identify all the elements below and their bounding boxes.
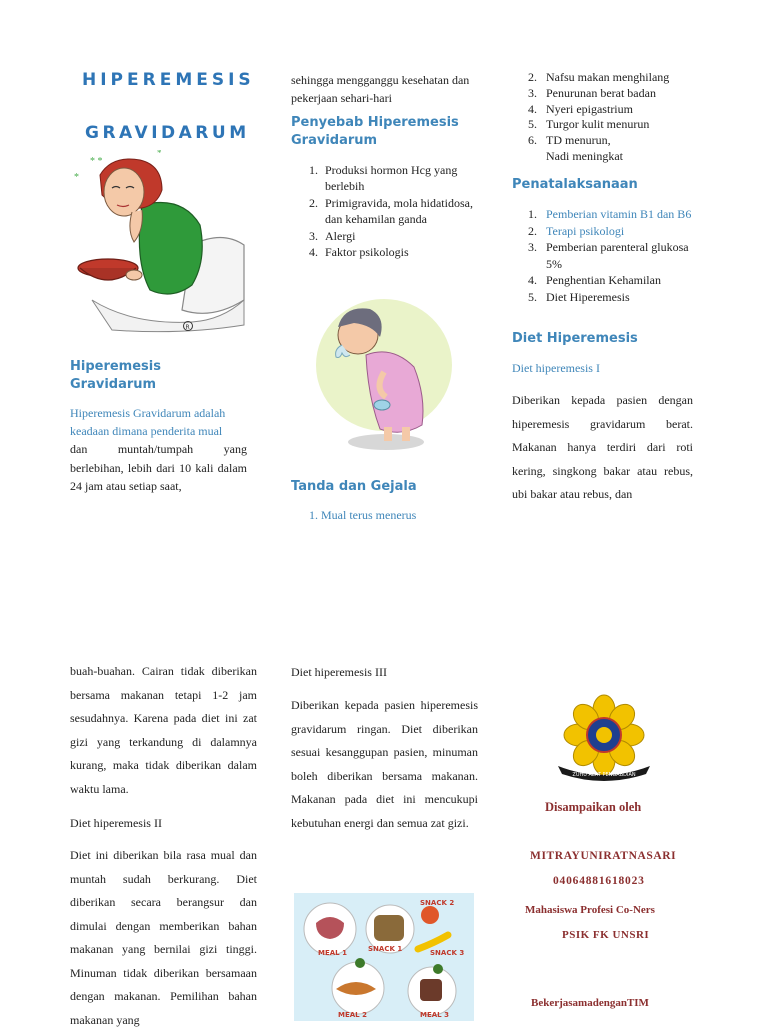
tanda-list-continued: [528, 70, 698, 165]
list-item: [528, 223, 696, 240]
list-item: [309, 244, 479, 260]
list-item: [528, 133, 636, 165]
svg-text:*: *: [157, 150, 162, 158]
list-text: Diet Hiperemesis: [546, 289, 630, 304]
list-text: Produksi hormon Hcg yang berlebih: [325, 163, 458, 193]
list-number: 3.: [528, 85, 537, 100]
title-line-2: GRAVIDARUM: [85, 123, 250, 143]
meal-label: SNACK 3: [430, 949, 465, 957]
list-text: Turgor kulit menurun: [546, 117, 650, 132]
intro-paragraph: [70, 404, 247, 496]
list-number: 6.: [528, 133, 537, 148]
list-number: 5.: [528, 117, 537, 132]
list-number: 1.: [309, 163, 318, 177]
list-item: [309, 162, 479, 194]
penyebab-list: [309, 162, 479, 260]
penatalaksanaan-list: [528, 206, 696, 305]
school-label: PSIK FK UNSRI: [562, 929, 650, 941]
list-item: [309, 195, 479, 227]
meal-label: MEAL 3: [420, 1011, 449, 1019]
list-text: Terapi psikologi: [546, 223, 625, 238]
list-text: Faktor psikologis: [325, 245, 409, 259]
vomiting-girl-illustration: [314, 297, 454, 457]
intro-blue-line-1: Hiperemesis Gravidarum adalah: [70, 406, 226, 420]
section-heading-hiperemesis: [70, 358, 200, 394]
tanda-list-first: [309, 507, 479, 523]
nauseous-woman-illustration: [72, 150, 252, 335]
list-number: 4.: [528, 101, 537, 116]
heading-text: Hiperemesis Gravidarum: [70, 359, 161, 392]
diet1-body: Diberikan kepada pasien dengan hiperemesis gravidarum berat. Makanan hanya terdiri dari roti kering, singkong bakar atau rebus, ubi bakar atau rebus, dan: [512, 393, 693, 501]
logo-motto: ZUHU ALAT PENGABDIAN: [572, 772, 636, 778]
university-logo: [554, 694, 654, 784]
list-text: Primigravida, mola hidatidosa, dan kehamilan ganda: [325, 196, 473, 226]
diet1-continuation: buah-buahan. Cairan tidak diberikan bersama makanan tetapi 1-2 jam sesudahnya. Karena pada diet ini zat gizi yang terkandung di dalamnya kurang, maka tidak diberikan dalam waktu lama.: [70, 664, 257, 796]
list-text: Penurunan berat badan: [546, 85, 656, 100]
meal-label: MEAL 2: [338, 1011, 367, 1019]
list-item: [309, 228, 479, 244]
list-number: 2.: [309, 196, 318, 210]
intro-blue-line-2: keadaan dimana penderita mual: [70, 424, 223, 438]
svg-text:* *: * *: [90, 156, 103, 167]
list-text: Pemberian vitamin B1 dan B6: [546, 207, 692, 221]
list-number: 4.: [528, 273, 537, 287]
list-text: Nafsu makan menghilang: [546, 70, 670, 84]
list-text: Nyeri epigastrium: [546, 101, 633, 116]
list-number: 2.: [528, 223, 537, 238]
collaboration-label: BekerjasamadenganTIM: [531, 997, 649, 1009]
list-number: 1.: [309, 508, 318, 522]
list-text: Pemberian parenteral glukosa 5%: [546, 240, 689, 271]
list-item: [528, 102, 698, 118]
list-item: [528, 272, 696, 289]
section-heading-penyebab: Penyebab Hiperemesis Gravidarum: [291, 115, 459, 148]
diet3-body: Diberikan kepada pasien hiperemesis gravidarum ringan. Diet diberikan sesuai kesanggupan pasien, minuman boleh diberikan bersama makanan. Makanan pada diet ini mencukupi kebutuhan energi dan semua zat gizi.: [291, 698, 478, 830]
list-text: TD menurun, Nadi meningkat: [546, 133, 623, 163]
diet1-title: Diet hiperemesis I: [512, 361, 600, 375]
list-number: 5.: [528, 289, 537, 304]
meal-label: SNACK 1: [368, 945, 403, 953]
list-item: [528, 239, 696, 272]
section-heading-tanda: Tanda dan Gejala: [291, 479, 417, 494]
intro-rest: dan muntah/tumpah yang berlebihan, lebih dari 10 kali dalam 24 jam atau setiap saat,: [70, 442, 247, 493]
program-label: Mahasiswa Profesi Co-Ners: [525, 904, 655, 916]
student-id: 04064881618023: [553, 875, 645, 887]
list-item: [528, 70, 698, 86]
diet2-title: Diet hiperemesis II: [70, 816, 162, 830]
section-heading-diet: Diet Hiperemesis: [512, 331, 638, 346]
presented-by-label: Disampaikan oleh: [545, 800, 642, 814]
meal-plan-illustration: [294, 893, 474, 1021]
list-number: 1.: [528, 207, 537, 221]
section-heading-penatalaksanaan: Penatalaksanaan: [512, 177, 638, 192]
list-item: [528, 117, 698, 133]
list-item: [528, 289, 696, 306]
list-number: 3.: [309, 229, 318, 243]
list-text: Penghentian Kehamilan: [546, 273, 661, 287]
title-line-1: HIPEREMESIS: [82, 70, 255, 90]
list-text: Mual terus menerus: [321, 508, 417, 522]
list-number: 2.: [528, 70, 537, 84]
list-text: Alergi: [325, 229, 356, 243]
author-name: MITRAYUNIRATNASARI: [530, 850, 677, 862]
list-number: 4.: [309, 245, 318, 259]
svg-text:R: R: [185, 324, 190, 331]
svg-text:*: *: [74, 172, 79, 183]
meal-label: MEAL 1: [318, 949, 347, 957]
list-item: [528, 86, 698, 102]
meal-label: SNACK 2: [420, 899, 455, 907]
intro-continuation: sehingga mengganggu kesehatan dan pekerjaan sehari-hari: [291, 73, 470, 105]
diet3-title: Diet hiperemesis III: [291, 665, 387, 679]
diet2-body: Diet ini diberikan bila rasa mual dan muntah sudah berkurang. Diet diberikan secara berangsur dan dimulai dengan memberikan bahan makanan yang bernilai gizi tinggi. Minuman tidak diberikan bersamaan dengan makanan. Pemilihan bahan makanan yang: [70, 848, 257, 1027]
list-item: [528, 206, 696, 223]
list-number: 3.: [528, 240, 537, 254]
